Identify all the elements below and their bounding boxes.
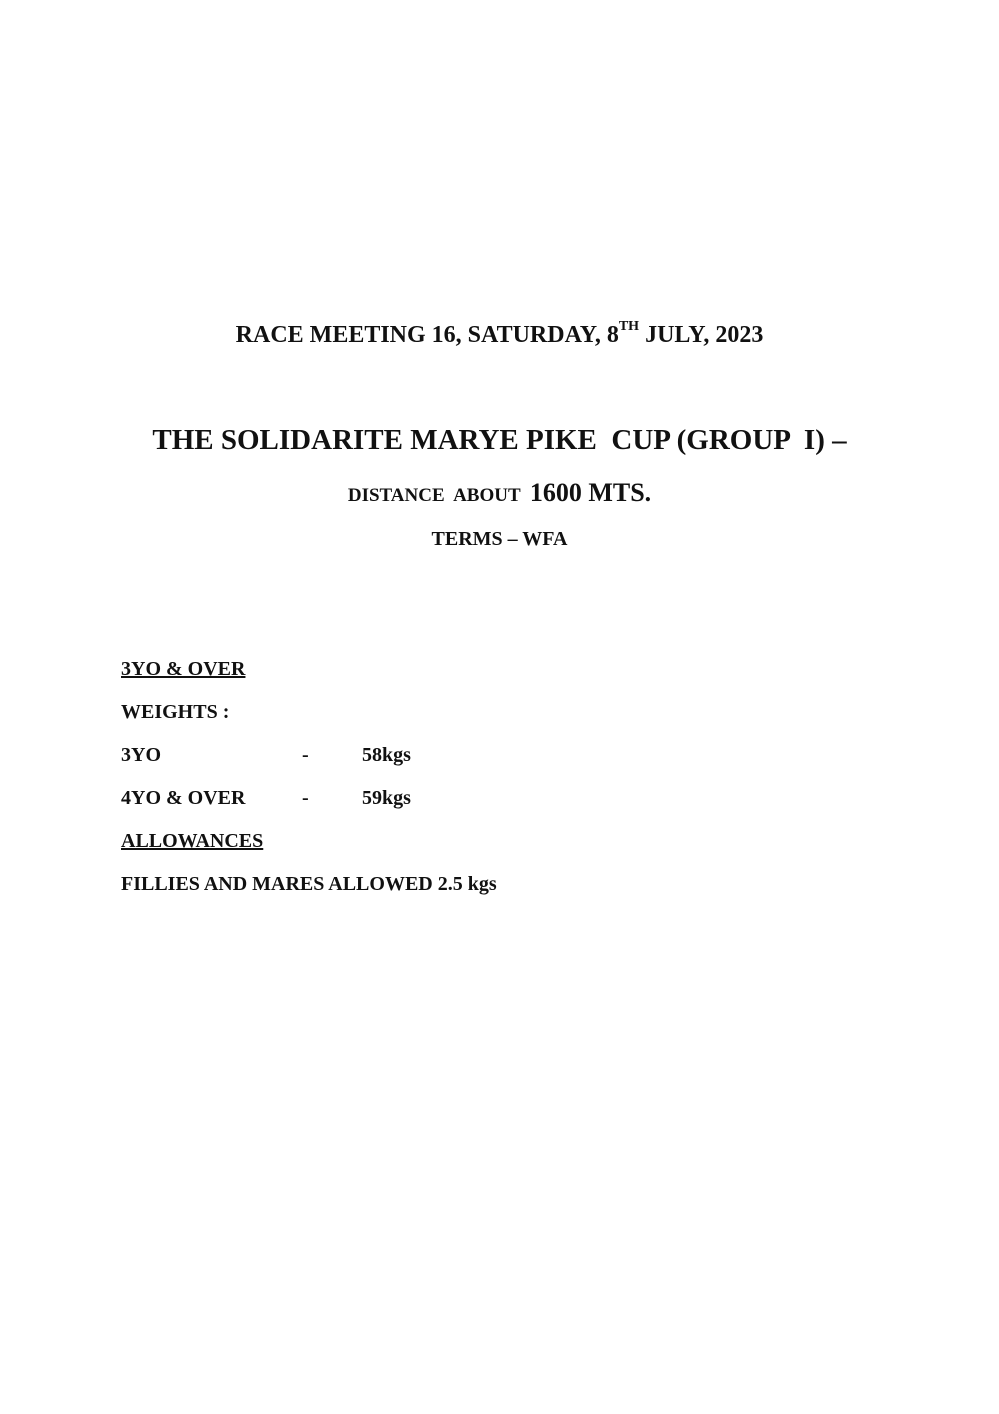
race-conditions bbox=[121, 656, 497, 914]
weight-row bbox=[121, 785, 497, 828]
race-terms: TERMS – WFA bbox=[431, 528, 568, 550]
meeting-date-ordinal: TH bbox=[618, 319, 640, 334]
weights-heading: WEIGHTS : bbox=[121, 701, 230, 723]
weight-value: 59kgs bbox=[362, 787, 411, 809]
weight-value: 58kgs bbox=[362, 744, 411, 766]
weight-dash: - bbox=[302, 787, 309, 809]
meeting-heading-main: RACE MEETING 16, SATURDAY, 8 bbox=[235, 322, 619, 348]
eligibility-heading: 3YO & OVER bbox=[121, 658, 246, 680]
distance-label: DISTANCE ABOUT bbox=[347, 485, 530, 506]
meeting-heading bbox=[0, 319, 999, 349]
race-title: THE SOLIDARITE MARYE PIKE CUP (GROUP I) – bbox=[152, 424, 847, 456]
weight-age: 4YO & OVER bbox=[121, 787, 246, 809]
weight-dash: - bbox=[302, 744, 309, 766]
meeting-heading-tail: JULY, 2023 bbox=[639, 322, 764, 348]
distance-value: 1600 MTS. bbox=[529, 478, 652, 507]
allowances-text: FILLIES AND MARES ALLOWED 2.5 kgs bbox=[121, 873, 497, 895]
weight-row bbox=[121, 742, 497, 785]
weight-age: 3YO bbox=[121, 744, 161, 766]
race-distance bbox=[0, 478, 999, 508]
allowances-heading: ALLOWANCES bbox=[121, 830, 264, 852]
